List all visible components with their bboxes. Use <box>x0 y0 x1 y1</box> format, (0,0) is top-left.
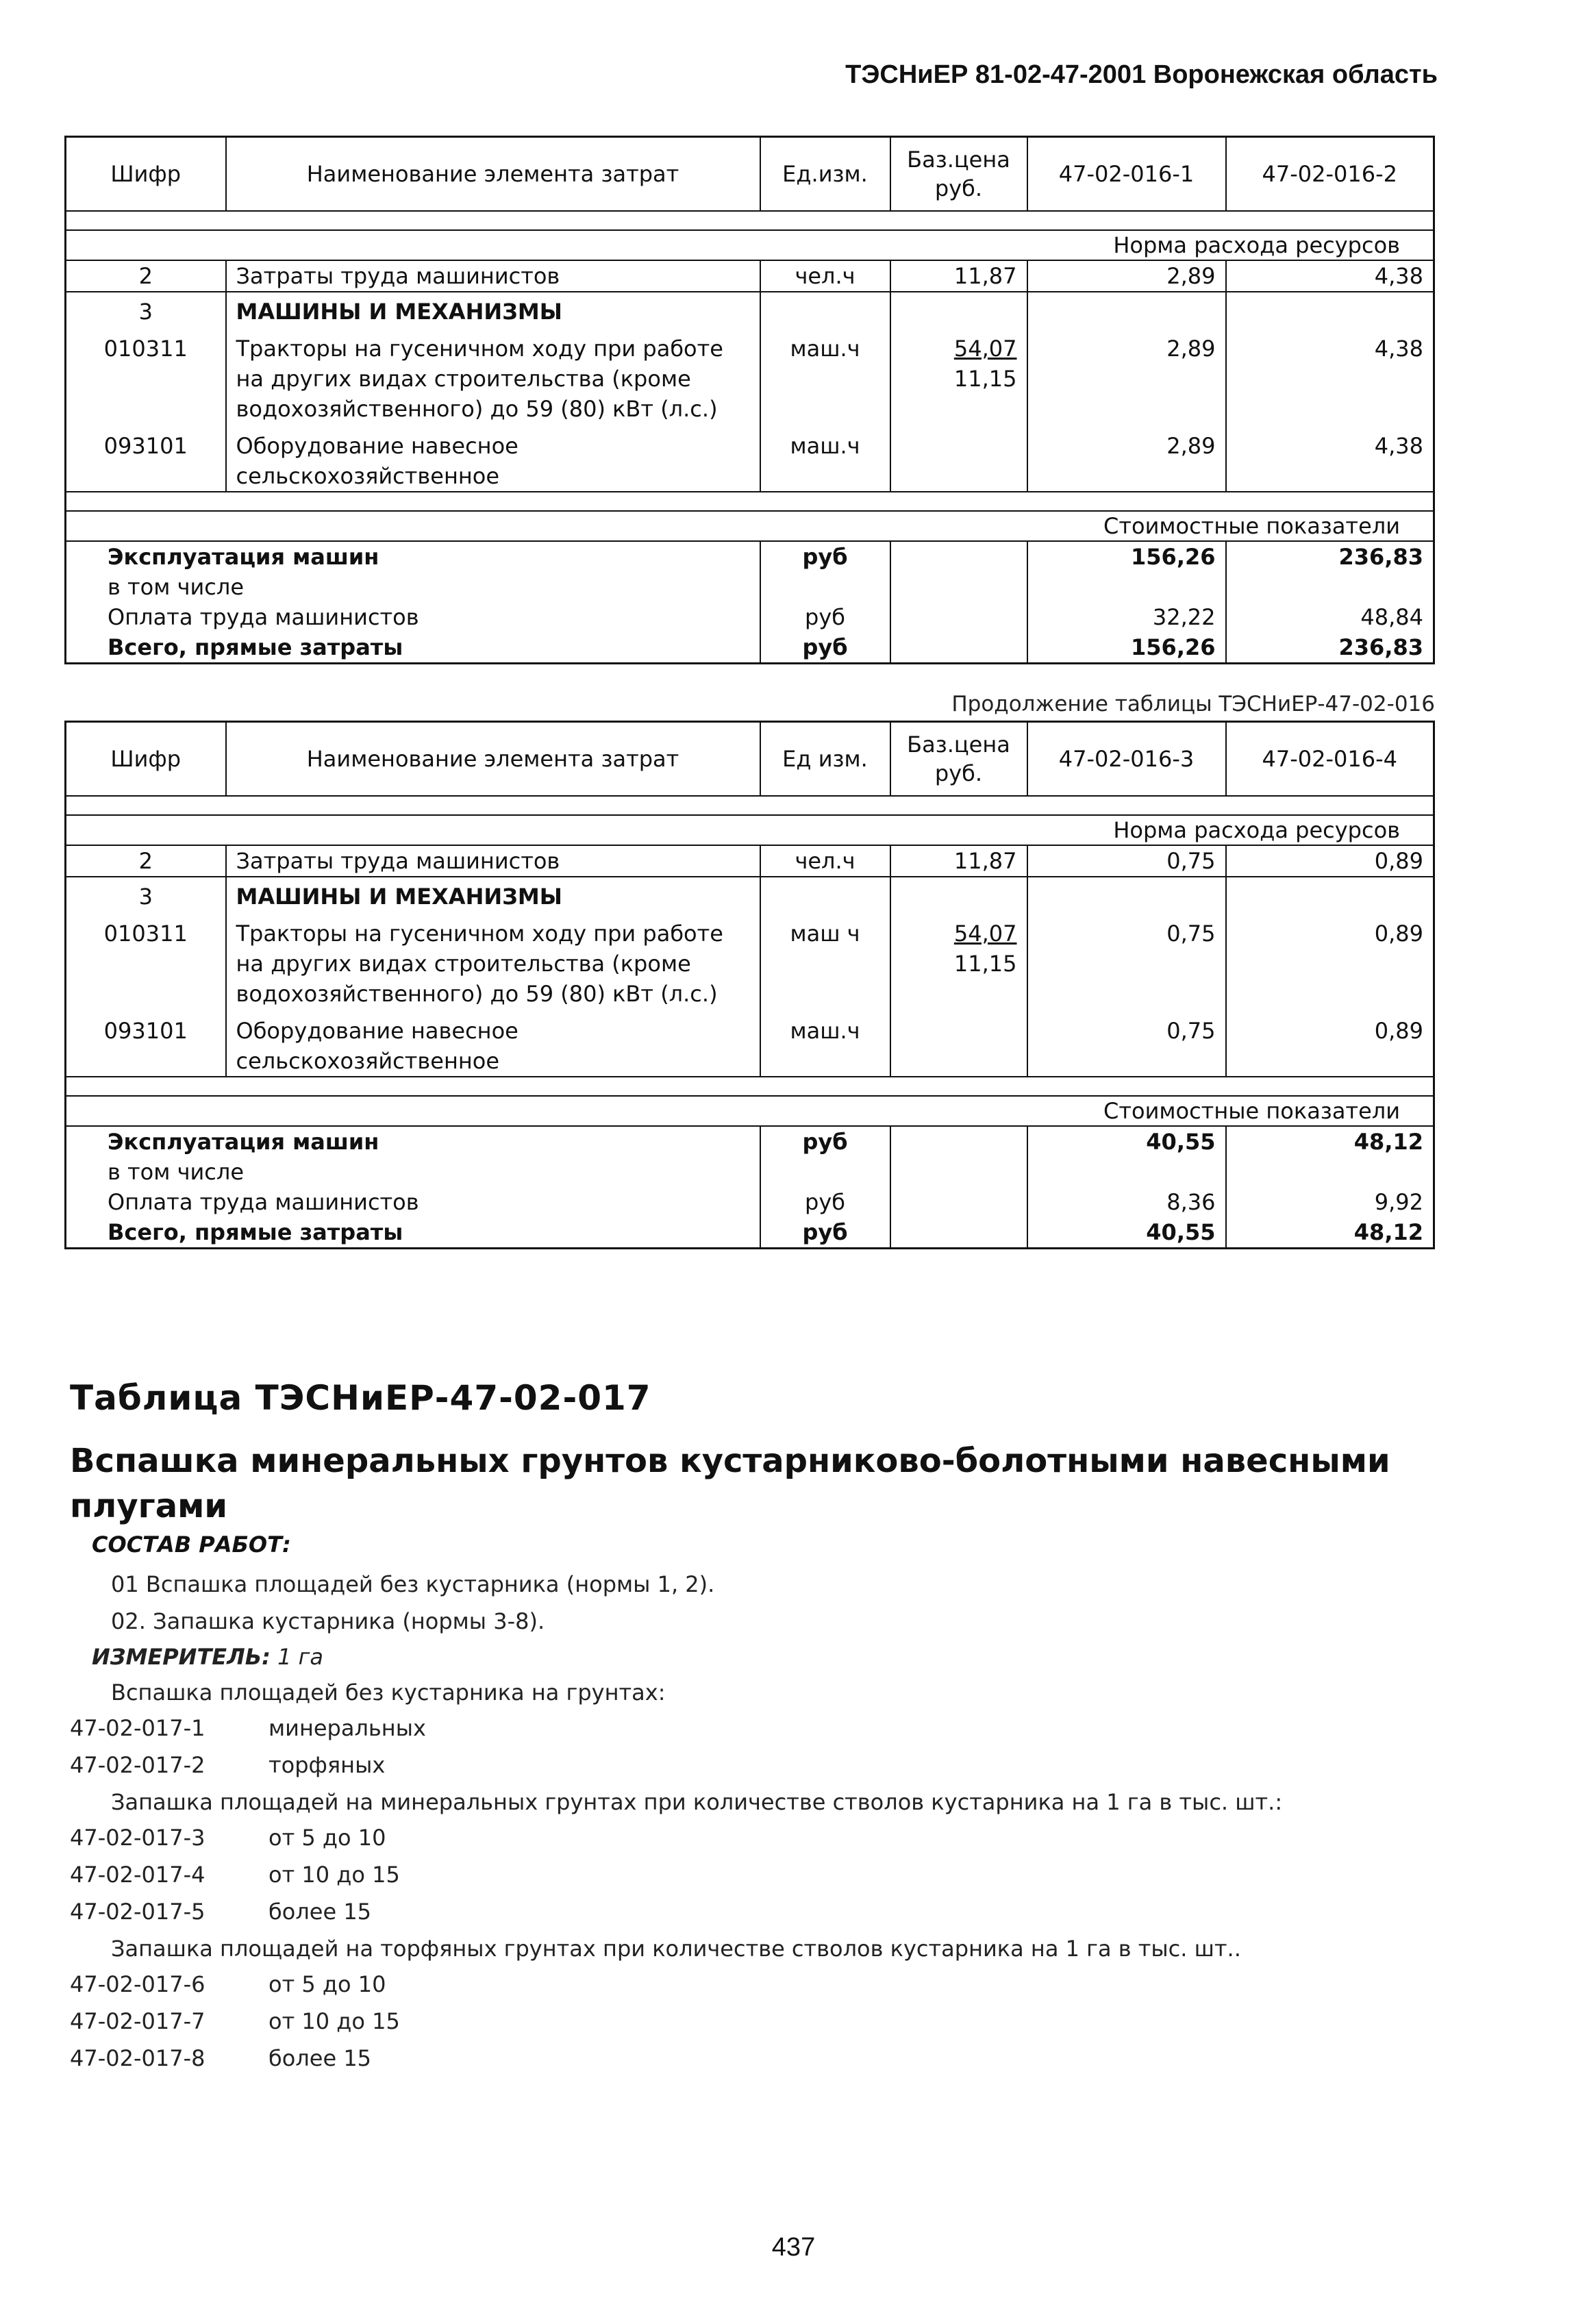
row-value-a: 0,75 <box>1027 1009 1226 1077</box>
cost-value-b: 236,83 <box>1226 541 1434 572</box>
price-bottom: 11,15 <box>953 365 1017 392</box>
cost-unit: руб <box>760 541 890 572</box>
section-title: МАШИНЫ И МЕХАНИЗМЫ <box>226 292 760 327</box>
column-header-base-price <box>890 722 1027 796</box>
cost-name: Эксплуатация машин <box>108 1128 379 1155</box>
list-item <box>70 2040 400 2077</box>
measure-line <box>92 1644 323 1670</box>
row-unit: маш ч <box>760 912 890 1009</box>
resource-table-1 <box>64 136 1435 664</box>
table-row <box>66 845 1434 877</box>
row-unit: чел.ч <box>760 845 890 877</box>
cost-name: в том числе <box>108 573 244 600</box>
work-composition-label: СОСТАВ РАБОТ: <box>92 1532 291 1558</box>
table-row <box>66 424 1434 492</box>
norm-code: 47-02-017-3 <box>70 1825 205 1851</box>
norm-text: от 10 до 15 <box>268 2008 400 2034</box>
norm-text: от 5 до 10 <box>268 1825 386 1851</box>
cost-unit: руб <box>760 632 890 664</box>
cost-value-b: 236,83 <box>1226 632 1434 664</box>
column-header-name: Наименование элемента затрат <box>226 137 760 211</box>
group-heading: Запашка площадей на минеральных грунтах при количестве стволов кустарника на 1 га в тыс. шт.: <box>111 1789 1283 1815</box>
spacer-row <box>66 1077 1434 1096</box>
norm-text: минеральных <box>268 1715 426 1741</box>
list-item <box>70 1747 426 1784</box>
norm-text: более 15 <box>268 2045 372 2071</box>
section-title: МАШИНЫ И МЕХАНИЗМЫ <box>226 877 760 912</box>
norm-code: 47-02-017-8 <box>70 2045 205 2071</box>
norm-code: 47-02-017-1 <box>70 1715 205 1741</box>
norm-code: 47-02-017-2 <box>70 1752 205 1778</box>
list-item <box>70 1856 400 1893</box>
cost-row <box>66 541 1434 572</box>
table-header-row <box>66 137 1434 211</box>
column-header-code: Шифр <box>66 722 226 796</box>
work-composition-list <box>111 1566 714 1640</box>
cost-name: Оплата труда машинистов <box>108 1188 419 1215</box>
base-price-currency: руб. <box>934 175 983 201</box>
table-title: Вспашка минеральных грунтов кустарниково-болотными навесными плугами <box>70 1442 1390 1525</box>
cost-value-b: 9,92 <box>1226 1187 1434 1217</box>
norm-list <box>70 1710 426 1784</box>
cost-value-a: 156,26 <box>1027 541 1226 572</box>
cost-row <box>66 632 1434 664</box>
cost-row <box>66 1217 1434 1249</box>
cost-name: Всего, прямые затраты <box>66 632 760 664</box>
section-number: 3 <box>138 298 153 325</box>
row-unit: чел.ч <box>760 260 890 292</box>
norm-list <box>70 1819 400 1930</box>
column-header-norm-b: 47-02-016-4 <box>1226 722 1434 796</box>
row-value-b: 4,38 <box>1226 327 1434 424</box>
cost-value-a: 8,36 <box>1027 1187 1226 1217</box>
cost-value-b: 48,12 <box>1226 1126 1434 1157</box>
group-heading: Запашка площадей на торфяных грунтах при количестве стволов кустарника на 1 га в тыс. шт.. <box>111 1936 1241 1962</box>
group-heading: Вспашка площадей без кустарника на грунтах: <box>111 1679 666 1705</box>
column-header-norm-a: 47-02-016-3 <box>1027 722 1226 796</box>
column-header-unit: Ед.изм. <box>760 137 890 211</box>
cost-name: Оплата труда машинистов <box>108 603 419 630</box>
cost-unit: руб <box>760 1126 890 1157</box>
table-row <box>66 912 1434 1009</box>
price-top: 54,07 <box>953 920 1017 947</box>
cost-row <box>66 572 1434 602</box>
row-unit: маш.ч <box>760 424 890 492</box>
row-unit: маш.ч <box>760 1009 890 1077</box>
row-value-a: 0,75 <box>1027 912 1226 1009</box>
row-name: Тракторы на гусеничном ходу при работе на других видах строительства (кроме водохозяйственного) до 59 (80) кВт (л.с.) <box>226 327 760 424</box>
norm-code: 47-02-017-4 <box>70 1862 205 1888</box>
row-name: Оборудование навесное сельскохозяйственное <box>226 424 760 492</box>
section-row <box>66 292 1434 327</box>
cost-name: Всего, прямые затраты <box>66 1217 760 1249</box>
cost-value-b: 48,84 <box>1226 602 1434 632</box>
row-name: Оборудование навесное сельскохозяйственное <box>226 1009 760 1077</box>
cost-label-row <box>66 1096 1434 1126</box>
row-code: 093101 <box>103 432 188 459</box>
cost-value-a: 32,22 <box>1027 602 1226 632</box>
cost-value-a: 40,55 <box>1027 1126 1226 1157</box>
table-row <box>66 1009 1434 1077</box>
cost-unit: руб <box>760 1217 890 1249</box>
resource-table-2 <box>64 721 1435 1249</box>
column-header-norm-b: 47-02-016-2 <box>1226 137 1434 211</box>
list-item <box>70 1966 400 2003</box>
row-name: Затраты труда машинистов <box>226 260 760 292</box>
section-number: 3 <box>138 883 153 910</box>
measure-label: ИЗМЕРИТЕЛЬ: <box>92 1644 271 1670</box>
row-code: 093101 <box>103 1017 188 1044</box>
cost-row <box>66 602 1434 632</box>
row-price <box>890 327 1027 424</box>
cost-unit: руб <box>760 1187 890 1217</box>
norm-text: от 10 до 15 <box>268 1862 400 1888</box>
column-header-unit: Ед изм. <box>760 722 890 796</box>
spacer-row <box>66 796 1434 815</box>
row-value-a: 2,89 <box>1027 424 1226 492</box>
row-value-b: 4,38 <box>1226 260 1434 292</box>
row-code: 010311 <box>103 920 188 947</box>
row-unit: маш.ч <box>760 327 890 424</box>
price-top: 54,07 <box>953 335 1017 362</box>
measure-value: 1 га <box>277 1644 324 1670</box>
spacer-row <box>66 492 1434 511</box>
norms-label: Норма расхода ресурсов <box>66 815 1434 845</box>
norm-text: торфяных <box>268 1752 386 1778</box>
row-value-a: 2,89 <box>1027 327 1226 424</box>
base-price-label: Баз.цена <box>907 146 1010 173</box>
table-header-row <box>66 722 1434 796</box>
column-header-base-price <box>890 137 1027 211</box>
list-item: 02. Запашка кустарника (нормы 3-8). <box>111 1608 545 1634</box>
list-item <box>70 1893 400 1930</box>
cost-row <box>66 1157 1434 1187</box>
cost-row <box>66 1187 1434 1217</box>
cost-label-row <box>66 511 1434 541</box>
cost-value-a: 156,26 <box>1027 632 1226 664</box>
row-value-b: 0,89 <box>1226 845 1434 877</box>
page-number: 437 <box>771 2233 816 2262</box>
column-header-code: Шифр <box>66 137 226 211</box>
norm-code: 47-02-017-6 <box>70 1971 205 1997</box>
row-number: 2 <box>66 845 226 877</box>
cost-row <box>66 1126 1434 1157</box>
row-price: 11,87 <box>890 260 1027 292</box>
cost-value-b: 48,12 <box>1226 1217 1434 1249</box>
row-value-b: 4,38 <box>1226 424 1434 492</box>
norms-label-row <box>66 815 1434 845</box>
row-value-b: 0,89 <box>1226 1009 1434 1077</box>
row-name: Затраты труда машинистов <box>226 845 760 877</box>
row-number: 2 <box>66 260 226 292</box>
norm-code: 47-02-017-5 <box>70 1899 205 1925</box>
cost-name: Эксплуатация машин <box>108 543 379 570</box>
cost-name: в том числе <box>108 1158 244 1185</box>
list-item <box>70 2003 400 2040</box>
table-number-heading: Таблица ТЭСНиЕР-47-02-017 <box>70 1378 651 1418</box>
row-value-a: 0,75 <box>1027 845 1226 877</box>
row-value-a: 2,89 <box>1027 260 1226 292</box>
cost-value-a: 40,55 <box>1027 1217 1226 1249</box>
running-header: ТЭСНиЕР 81-02-47-2001 Воронежская область <box>845 60 1438 89</box>
table-row <box>66 260 1434 292</box>
row-price: 11,87 <box>890 845 1027 877</box>
cost-label: Стоимостные показатели <box>66 1096 1434 1126</box>
norm-text: более 15 <box>268 1899 372 1925</box>
cost-unit: руб <box>760 602 890 632</box>
norms-label: Норма расхода ресурсов <box>66 230 1434 260</box>
row-name: Тракторы на гусеничном ходу при работе на других видах строительства (кроме водохозяйственного) до 59 (80) кВт (л.с.) <box>226 912 760 1009</box>
norm-text: от 5 до 10 <box>268 1971 386 1997</box>
column-header-norm-a: 47-02-016-1 <box>1027 137 1226 211</box>
base-price-currency: руб. <box>934 760 983 786</box>
list-item: 01 Вспашка площадей без кустарника (нормы 1, 2). <box>111 1571 715 1597</box>
row-code: 010311 <box>103 335 188 362</box>
column-header-name: Наименование элемента затрат <box>226 722 760 796</box>
table-row <box>66 327 1434 424</box>
section-row <box>66 877 1434 912</box>
norms-label-row <box>66 230 1434 260</box>
row-value-b: 0,89 <box>1226 912 1434 1009</box>
table-continuation-note: Продолжение таблицы ТЭСНиЕР-47-02-016 <box>951 692 1435 716</box>
row-price <box>890 912 1027 1009</box>
norm-code: 47-02-017-7 <box>70 2008 205 2034</box>
list-item <box>70 1710 426 1747</box>
base-price-label: Баз.цена <box>907 731 1010 758</box>
spacer-row <box>66 211 1434 230</box>
cost-label: Стоимостные показатели <box>66 511 1434 541</box>
price-bottom: 11,15 <box>953 950 1017 977</box>
list-item <box>70 1819 400 1856</box>
norm-list <box>70 1966 400 2077</box>
